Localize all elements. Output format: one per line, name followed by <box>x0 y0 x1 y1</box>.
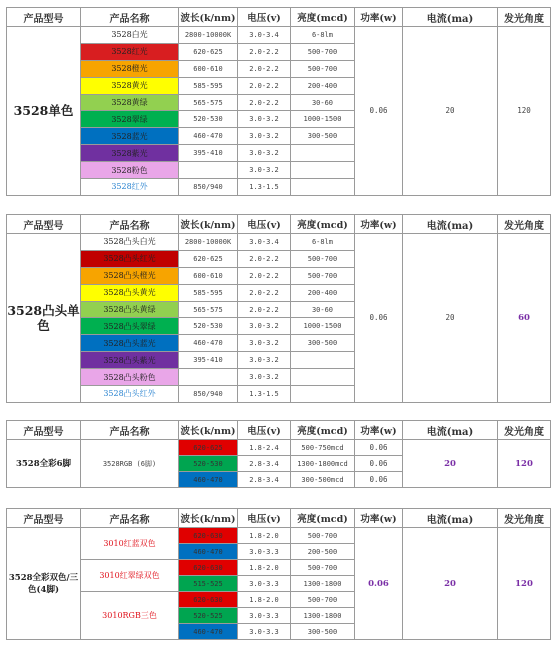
header-wavelength: 波长(k/nm) <box>179 421 238 440</box>
voltage-cell: 3.0-3.2 <box>238 162 291 179</box>
wavelength-cell: 850/940 <box>179 386 238 403</box>
voltage-cell: 1.3-1.5 <box>238 386 291 403</box>
table-header-row <box>7 8 551 27</box>
spec-table-3528-dome-single-color <box>6 214 551 403</box>
voltage-cell: 2.0-2.2 <box>238 250 291 267</box>
header-angle: 发光角度 <box>498 509 551 528</box>
power-cell: 0.06 <box>355 440 403 456</box>
product-name-cell: 3528黄光 <box>81 77 179 94</box>
brightness-cell: 300-500 <box>291 335 355 352</box>
model-cell: 3528全彩双色/三色(4脚) <box>7 528 81 640</box>
voltage-cell: 3.0-3.2 <box>238 128 291 145</box>
model-cell: 3528凸头单色 <box>7 234 81 403</box>
brightness-cell <box>291 352 355 369</box>
brightness-cell: 300-500mcd <box>291 472 355 488</box>
wavelength-cell <box>179 369 238 386</box>
header-current: 电流(ma) <box>403 421 498 440</box>
spec-table-3528-bicolor-tricolor <box>6 508 551 640</box>
wavelength-cell: 620-625 <box>179 250 238 267</box>
brightness-cell: 1300-1800 <box>291 576 355 592</box>
brightness-cell <box>291 369 355 386</box>
header-wavelength: 波长(k/nm) <box>179 509 238 528</box>
brightness-cell: 6-8lm <box>291 27 355 44</box>
header-brightness: 亮度(mcd) <box>291 509 355 528</box>
brightness-cell: 500-700 <box>291 528 355 544</box>
header-brightness: 亮度(mcd) <box>291 421 355 440</box>
power-cell: 0.06 <box>355 234 403 403</box>
wavelength-cell: 620-625 <box>179 440 238 456</box>
voltage-cell: 3.0-3.4 <box>238 27 291 44</box>
header-name: 产品名称 <box>81 509 179 528</box>
product-name-cell: 3528黄绿 <box>81 94 179 111</box>
current-cell: 20 <box>403 528 498 640</box>
header-model: 产品型号 <box>7 421 81 440</box>
product-name-cell: 3528凸头黄绿 <box>81 301 179 318</box>
spec-table-3528-single-color <box>6 7 551 196</box>
table-header-row <box>7 215 551 234</box>
wavelength-cell: 850/940 <box>179 179 238 196</box>
header-angle: 发光角度 <box>498 421 551 440</box>
brightness-cell <box>291 386 355 403</box>
power-cell: 0.06 <box>355 472 403 488</box>
brightness-cell: 1300-1800mcd <box>291 456 355 472</box>
wavelength-cell: 515-525 <box>179 576 238 592</box>
brightness-cell <box>291 179 355 196</box>
voltage-cell: 1.8-2.0 <box>238 528 291 544</box>
product-name-cell: 3010RGB三色 <box>81 592 179 640</box>
product-name-cell: 3528凸头蓝光 <box>81 335 179 352</box>
wavelength-cell: 2800-10000K <box>179 27 238 44</box>
brightness-cell: 30-60 <box>291 94 355 111</box>
brightness-cell: 500-700 <box>291 43 355 60</box>
wavelength-cell: 585-595 <box>179 77 238 94</box>
voltage-cell: 2.0-2.2 <box>238 301 291 318</box>
header-current: 电流(ma) <box>403 215 498 234</box>
header-power: 功率(w) <box>355 8 403 27</box>
brightness-cell: 500-700 <box>291 267 355 284</box>
voltage-cell: 3.0-3.2 <box>238 335 291 352</box>
product-name-cell: 3528凸头翠绿 <box>81 318 179 335</box>
product-name-cell: 3010红翠绿双色 <box>81 560 179 592</box>
header-power: 功率(w) <box>355 215 403 234</box>
wavelength-cell <box>179 162 238 179</box>
table-row <box>7 234 551 251</box>
wavelength-cell: 460-470 <box>179 544 238 560</box>
brightness-cell: 500-700 <box>291 250 355 267</box>
voltage-cell: 1.8-2.0 <box>238 592 291 608</box>
wavelength-cell: 460-470 <box>179 472 238 488</box>
wavelength-cell: 620-630 <box>179 560 238 576</box>
current-cell: 20 <box>403 234 498 403</box>
table-header-row <box>7 421 551 440</box>
voltage-cell: 3.0-3.3 <box>238 608 291 624</box>
header-model: 产品型号 <box>7 215 81 234</box>
product-name-cell: 3528红外 <box>81 179 179 196</box>
voltage-cell: 2.0-2.2 <box>238 267 291 284</box>
voltage-cell: 2.0-2.2 <box>238 60 291 77</box>
wavelength-cell: 620-625 <box>179 43 238 60</box>
header-model: 产品型号 <box>7 509 81 528</box>
brightness-cell: 200-500 <box>291 544 355 560</box>
header-angle: 发光角度 <box>498 8 551 27</box>
header-voltage: 电压(v) <box>238 421 291 440</box>
brightness-cell: 1300-1800 <box>291 608 355 624</box>
header-voltage: 电压(v) <box>238 509 291 528</box>
wavelength-cell: 620-630 <box>179 528 238 544</box>
voltage-cell: 1.8-2.0 <box>238 560 291 576</box>
product-name-cell: 3528翠绿 <box>81 111 179 128</box>
product-name-cell: 3528凸头黄光 <box>81 284 179 301</box>
wavelength-cell: 460-470 <box>179 128 238 145</box>
table-row <box>7 27 551 44</box>
header-voltage: 电压(v) <box>238 215 291 234</box>
voltage-cell: 3.0-3.3 <box>238 576 291 592</box>
voltage-cell: 2.8-3.4 <box>238 456 291 472</box>
header-brightness: 亮度(mcd) <box>291 8 355 27</box>
angle-cell: 120 <box>498 528 551 640</box>
product-name-cell: 3528紫光 <box>81 145 179 162</box>
power-cell: 0.06 <box>355 456 403 472</box>
header-name: 产品名称 <box>81 421 179 440</box>
table-row <box>7 440 551 456</box>
model-cell: 3528全彩6脚 <box>7 440 81 488</box>
angle-cell: 120 <box>498 440 551 488</box>
header-power: 功率(w) <box>355 509 403 528</box>
voltage-cell: 3.0-3.2 <box>238 352 291 369</box>
brightness-cell: 6-8lm <box>291 234 355 251</box>
header-name: 产品名称 <box>81 215 179 234</box>
header-name: 产品名称 <box>81 8 179 27</box>
voltage-cell: 3.0-3.2 <box>238 369 291 386</box>
wavelength-cell: 520-530 <box>179 111 238 128</box>
wavelength-cell: 585-595 <box>179 284 238 301</box>
table-row <box>7 528 551 544</box>
product-name-cell: 3528橙光 <box>81 60 179 77</box>
product-name-cell: 3528凸头红外 <box>81 386 179 403</box>
product-name-cell: 3528凸头紫光 <box>81 352 179 369</box>
brightness-cell: 500-700 <box>291 560 355 576</box>
angle-cell: 60 <box>498 234 551 403</box>
wavelength-cell: 565-575 <box>179 301 238 318</box>
brightness-cell: 30-60 <box>291 301 355 318</box>
voltage-cell: 3.0-3.4 <box>238 234 291 251</box>
header-current: 电流(ma) <box>403 8 498 27</box>
wavelength-cell: 565-575 <box>179 94 238 111</box>
brightness-cell: 300-500 <box>291 624 355 640</box>
product-name-cell: 3528蓝光 <box>81 128 179 145</box>
spec-table-3528-full-color-6pin <box>6 420 551 488</box>
voltage-cell: 2.0-2.2 <box>238 94 291 111</box>
product-name-cell: 3528粉色 <box>81 162 179 179</box>
wavelength-cell: 520-530 <box>179 318 238 335</box>
voltage-cell: 2.0-2.2 <box>238 77 291 94</box>
model-cell: 3528单色 <box>7 27 81 196</box>
wavelength-cell: 600-610 <box>179 267 238 284</box>
wavelength-cell: 520-525 <box>179 608 238 624</box>
brightness-cell: 1000-1500 <box>291 111 355 128</box>
header-brightness: 亮度(mcd) <box>291 215 355 234</box>
header-current: 电流(ma) <box>403 509 498 528</box>
header-model: 产品型号 <box>7 8 81 27</box>
header-power: 功率(w) <box>355 421 403 440</box>
voltage-cell: 3.0-3.2 <box>238 111 291 128</box>
wavelength-cell: 520-530 <box>179 456 238 472</box>
product-name-cell: 3010红蓝双色 <box>81 528 179 560</box>
voltage-cell: 3.0-3.2 <box>238 318 291 335</box>
voltage-cell: 1.3-1.5 <box>238 179 291 196</box>
voltage-cell: 3.0-3.2 <box>238 145 291 162</box>
product-name-cell: 3528凸头橙光 <box>81 267 179 284</box>
wavelength-cell: 395-410 <box>179 352 238 369</box>
header-wavelength: 波长(k/nm) <box>179 215 238 234</box>
voltage-cell: 2.0-2.2 <box>238 284 291 301</box>
wavelength-cell: 395-410 <box>179 145 238 162</box>
wavelength-cell: 600-610 <box>179 60 238 77</box>
wavelength-cell: 2800-10000K <box>179 234 238 251</box>
header-wavelength: 波长(k/nm) <box>179 8 238 27</box>
brightness-cell: 500-750mcd <box>291 440 355 456</box>
product-name-cell: 3528红光 <box>81 43 179 60</box>
brightness-cell: 200-400 <box>291 77 355 94</box>
voltage-cell: 3.0-3.3 <box>238 624 291 640</box>
current-cell: 20 <box>403 440 498 488</box>
current-cell: 20 <box>403 27 498 196</box>
product-name-cell: 3528凸头白光 <box>81 234 179 251</box>
product-name-cell: 3528凸头红光 <box>81 250 179 267</box>
table-header-row <box>7 509 551 528</box>
brightness-cell: 200-400 <box>291 284 355 301</box>
wavelength-cell: 460-470 <box>179 335 238 352</box>
power-cell: 0.06 <box>355 27 403 196</box>
brightness-cell <box>291 145 355 162</box>
brightness-cell: 300-500 <box>291 128 355 145</box>
brightness-cell: 1000-1500 <box>291 318 355 335</box>
wavelength-cell: 620-630 <box>179 592 238 608</box>
voltage-cell: 2.0-2.2 <box>238 43 291 60</box>
header-voltage: 电压(v) <box>238 8 291 27</box>
voltage-cell: 2.8-3.4 <box>238 472 291 488</box>
power-cell: 0.06 <box>355 528 403 640</box>
brightness-cell <box>291 162 355 179</box>
brightness-cell: 500-700 <box>291 592 355 608</box>
wavelength-cell: 460-470 <box>179 624 238 640</box>
product-name-cell: 3528RGB (6脚) <box>81 440 179 488</box>
brightness-cell: 500-700 <box>291 60 355 77</box>
voltage-cell: 3.0-3.3 <box>238 544 291 560</box>
product-name-cell: 3528白光 <box>81 27 179 44</box>
header-angle: 发光角度 <box>498 215 551 234</box>
voltage-cell: 1.8-2.4 <box>238 440 291 456</box>
product-name-cell: 3528凸头粉色 <box>81 369 179 386</box>
angle-cell: 120 <box>498 27 551 196</box>
